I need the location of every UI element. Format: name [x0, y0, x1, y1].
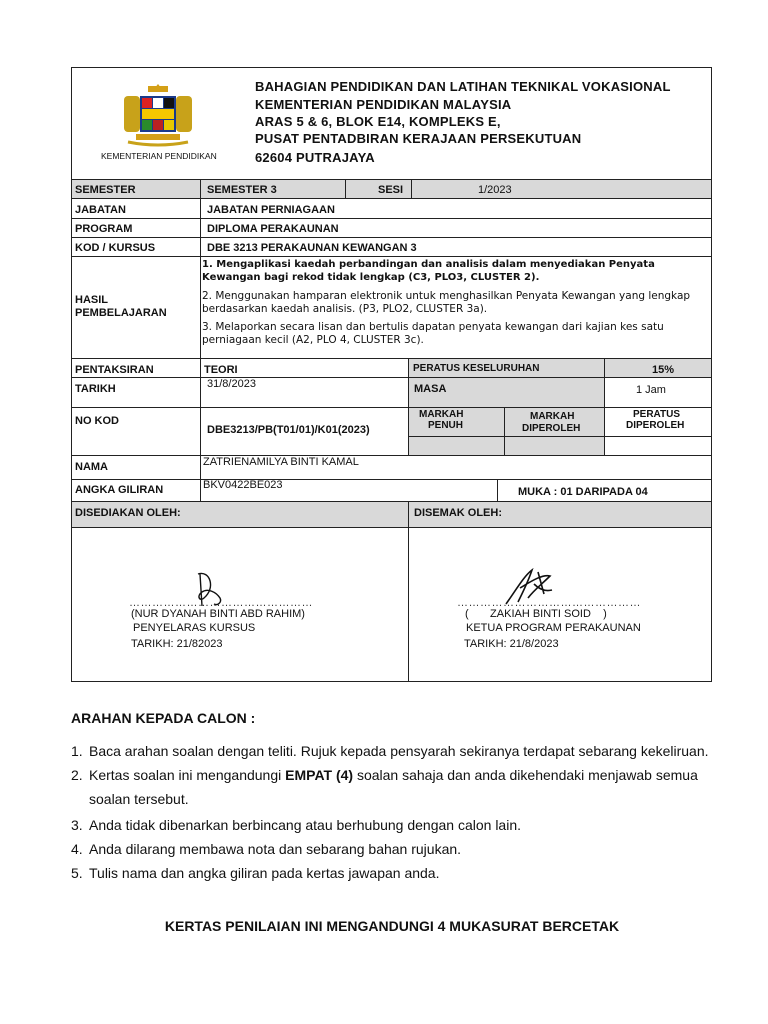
signature-line-left: ………………………………………… — [129, 597, 313, 609]
header-line-4: PUSAT PENTADBIRAN KERAJAAN PERSEKUTUAN — [255, 131, 582, 146]
row-shade-markah-values — [408, 436, 604, 455]
header-line-5: 62604 PUTRAJAYA — [255, 150, 375, 165]
angka-giliran-value: BKV0422BE023 — [203, 479, 283, 491]
masa-label: MASA — [414, 383, 447, 395]
signature-line-right: ………………………………………… — [457, 597, 641, 609]
jabatan-value: JABATAN PERNIAGAAN — [207, 204, 335, 216]
instruction-item-5 — [71, 861, 731, 885]
footer-note: KERTAS PENILAIAN INI MENGANDUNGI 4 MUKASURAT BERCETAK — [164, 918, 620, 934]
program-label: PROGRAM — [75, 223, 133, 235]
no-kod-value: DBE3213/PB(T01/01)/K01(2023) — [207, 424, 370, 436]
instruction-number: 3. — [71, 817, 83, 833]
markah-diperoleh-line-1: MARKAH — [530, 411, 575, 422]
jabatan-label: JABATAN — [75, 204, 126, 216]
hasil-item-2: 2. Menggunakan hamparan elektronik untuk menghasilkan Penyata Kewangan yang lengkap berdasarkan kaedah analisis. (P3, PLO2, CLUSTER 3a). — [202, 290, 691, 315]
instruction-text: Baca arahan soalan dengan teliti. Rujuk kepada pensyarah sekiranya terdapat sebarang kekeliruan. — [89, 743, 709, 759]
semester-label: SEMESTER — [75, 184, 136, 196]
peratus-keseluruhan-label: PERATUS KESELURUHAN — [413, 363, 540, 374]
markah-penuh-line-2: PENUH — [428, 420, 464, 431]
instruction-item-4 — [71, 837, 731, 861]
coat-of-arms-logo — [118, 84, 198, 148]
instruction-text: Tulis nama dan angka giliran pada kertas jawapan anda. — [89, 865, 440, 881]
instruction-text: Anda dilarang membawa nota dan sebarang bahan rujukan. — [89, 841, 462, 857]
instructions-title: ARAHAN KEPADA CALON : — [71, 710, 256, 726]
header-line-3: ARAS 5 & 6, BLOK E14, KOMPLEKS E, — [255, 114, 501, 129]
hasil-label-line-1: HASIL — [75, 294, 108, 306]
instruction-text: Kertas soalan ini mengandungi EMPAT (4) soalan sahaja dan anda dikehendaki menjawab semua soalan tersebut. — [89, 767, 698, 807]
header-line-2: KEMENTERIAN PENDIDIKAN MALAYSIA — [255, 97, 512, 112]
signer-left-role: PENYELARAS KURSUS — [133, 622, 256, 634]
pentaksiran-label: PENTAKSIRAN — [75, 364, 154, 376]
sesi-label: SESI — [378, 184, 404, 196]
instruction-item-2 — [71, 763, 731, 811]
markah-penuh-line-1: MARKAH — [419, 409, 464, 420]
instruction-item-1 — [71, 739, 731, 763]
signer-right-date: TARIKH: 21/8/2023 — [464, 638, 559, 650]
instruction-item-3 — [71, 813, 731, 837]
hasil-item-1: 1. Mengaplikasi kaedah perbandingan dan analisis dalam menyediakan Penyata Kewangan bagi rekod tidak lengkap (C3, PLO3, CLUSTER 2). — [202, 259, 655, 283]
instruction-number: 5. — [71, 865, 83, 881]
disediakan-label: DISEDIAKAN OLEH: — [75, 507, 181, 519]
nama-label: NAMA — [75, 461, 108, 473]
instruction-number: 2. — [71, 767, 83, 783]
hasil-label-line-2: PEMBELAJARAN — [75, 307, 167, 319]
hasil-item-3: 3. Melaporkan secara lisan dan bertulis dapatan penyata kewangan dari kajian kes satu perniagaan kecil (A2, PLO 4, CLUSTER 3c). — [202, 321, 664, 346]
tarikh-value: 31/8/2023 — [207, 378, 256, 390]
no-kod-label: NO KOD — [75, 415, 119, 427]
signer-left-date: TARIKH: 21/82023 — [131, 638, 223, 650]
header-line-1: BAHAGIAN PENDIDIKAN DAN LATIHAN TEKNIKAL VOKASIONAL — [255, 79, 671, 94]
kod-kursus-value: DBE 3213 PERAKAUNAN KEWANGAN 3 — [207, 242, 417, 254]
signer-left-name: (NUR DYANAH BINTI ABD RAHIM) — [131, 608, 305, 620]
program-value: DIPLOMA PERAKAUNAN — [207, 223, 339, 235]
muka-value: MUKA : 01 DARIPADA 04 — [518, 486, 648, 498]
angka-giliran-label: ANGKA GILIRAN — [75, 484, 164, 496]
instruction-number: 4. — [71, 841, 83, 857]
instruction-number: 1. — [71, 743, 83, 759]
signer-right-name: ( ZAKIAH BINTI SOID ) — [465, 608, 607, 620]
peratus-diperoleh-line-2: DIPEROLEH — [626, 420, 685, 431]
peratus-keseluruhan-value: 15% — [652, 364, 675, 376]
kod-kursus-label: KOD / KURSUS — [75, 242, 156, 254]
markah-diperoleh-line-2: DIPEROLEH — [522, 423, 581, 434]
semester-value: SEMESTER 3 — [207, 184, 277, 196]
pentaksiran-value: TEORI — [204, 364, 238, 376]
disemak-label: DISEMAK OLEH: — [414, 507, 502, 519]
masa-value: 1 Jam — [636, 384, 666, 396]
ministry-caption: KEMENTERIAN PENDIDIKAN — [101, 151, 217, 161]
empat-emphasis: EMPAT (4) — [285, 767, 354, 783]
nama-value: ZATRIENAMILYA BINTI KAMAL — [203, 456, 359, 468]
tarikh-label: TARIKH — [75, 383, 116, 395]
signer-right-role: KETUA PROGRAM PERAKAUNAN — [466, 622, 641, 634]
instruction-text: Anda tidak dibenarkan berbincang atau berhubung dengan calon lain. — [89, 817, 522, 833]
sesi-value: 1/2023 — [478, 184, 512, 196]
peratus-diperoleh-line-1: PERATUS — [633, 409, 681, 420]
